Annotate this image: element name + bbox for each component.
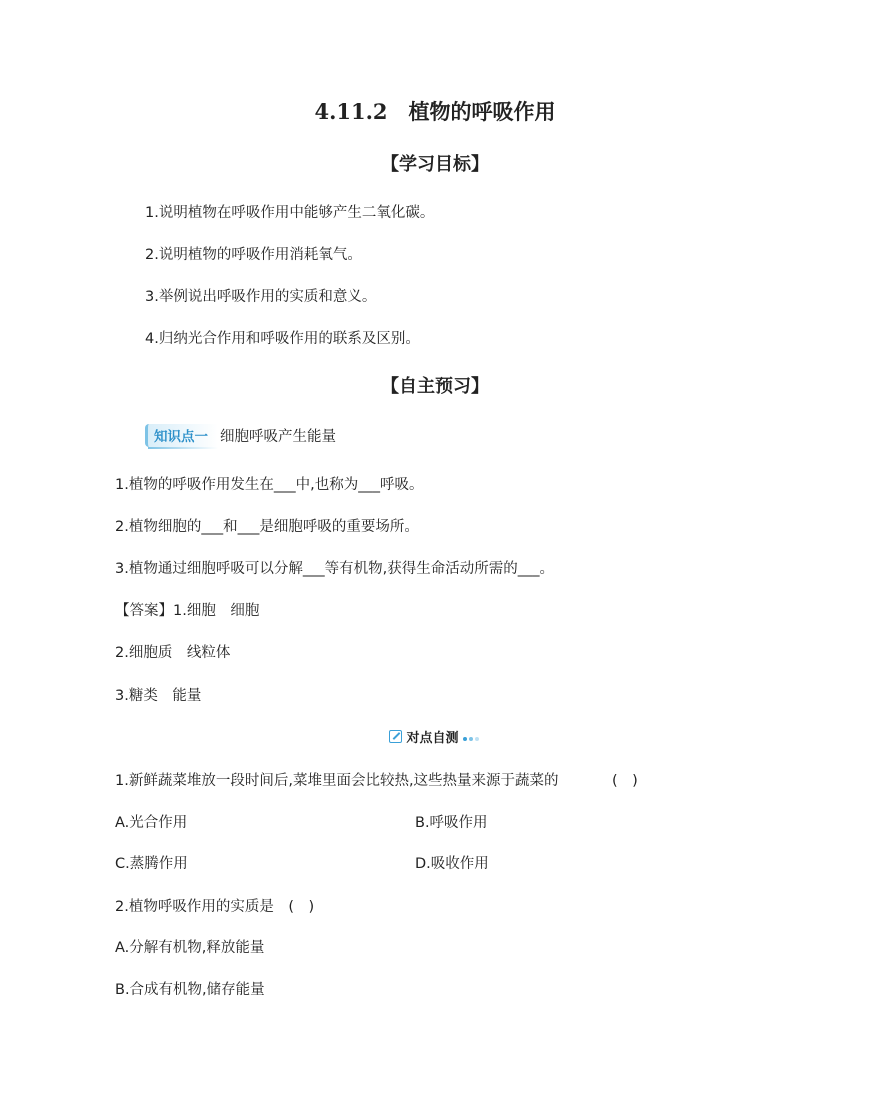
option-d: D.吸收作用 bbox=[415, 856, 489, 872]
knowledge-point-header bbox=[145, 424, 336, 447]
objectives-heading: 【学习目标】 bbox=[381, 154, 489, 175]
preview-heading: 【自主预习】 bbox=[381, 376, 489, 397]
decorative-dots-icon bbox=[463, 730, 481, 745]
question-stem: 2.植物呼吸作用的实质是 ( ) bbox=[115, 899, 315, 915]
objective-item: 1.说明植物在呼吸作用中能够产生二氧化碳。 bbox=[145, 205, 435, 221]
objective-item: 4.归纳光合作用和呼吸作用的联系及区别。 bbox=[145, 331, 420, 347]
option-b: B.合成有机物,储存能量 bbox=[115, 982, 265, 998]
answer-line: 3.糖类 能量 bbox=[115, 688, 202, 704]
pencil-icon bbox=[389, 730, 402, 743]
knowledge-point-badge: 知识点一 bbox=[145, 424, 218, 447]
knowledge-point-title: 细胞呼吸产生能量 bbox=[220, 429, 336, 445]
fill-in-question: 3.植物通过细胞呼吸可以分解___等有机物,获得生命活动所需的___。 bbox=[115, 561, 554, 577]
option-c: C.蒸腾作用 bbox=[115, 856, 188, 872]
option-a: A.光合作用 bbox=[115, 815, 188, 831]
answer-line: 2.细胞质 线粒体 bbox=[115, 645, 231, 661]
fill-in-question: 1.植物的呼吸作用发生在___中,也称为___呼吸。 bbox=[115, 477, 424, 493]
option-b: B.呼吸作用 bbox=[415, 815, 488, 831]
objective-item: 2.说明植物的呼吸作用消耗氧气。 bbox=[145, 247, 362, 263]
question-stem: 1.新鲜蔬菜堆放一段时间后,菜堆里面会比较热,这些热量来源于蔬菜的 bbox=[115, 773, 559, 789]
answer-line: 【答案】1.细胞 细胞 bbox=[115, 603, 260, 619]
answer-bracket: ( ) bbox=[612, 773, 638, 789]
fill-in-question: 2.植物细胞的___和___是细胞呼吸的重要场所。 bbox=[115, 519, 419, 535]
self-test-heading bbox=[0, 727, 870, 746]
self-test-label: 对点自测 bbox=[406, 731, 459, 746]
option-a: A.分解有机物,释放能量 bbox=[115, 940, 265, 956]
page-title: 4.11.2 植物的呼吸作用 bbox=[314, 99, 556, 124]
objective-item: 3.举例说出呼吸作用的实质和意义。 bbox=[145, 289, 377, 305]
